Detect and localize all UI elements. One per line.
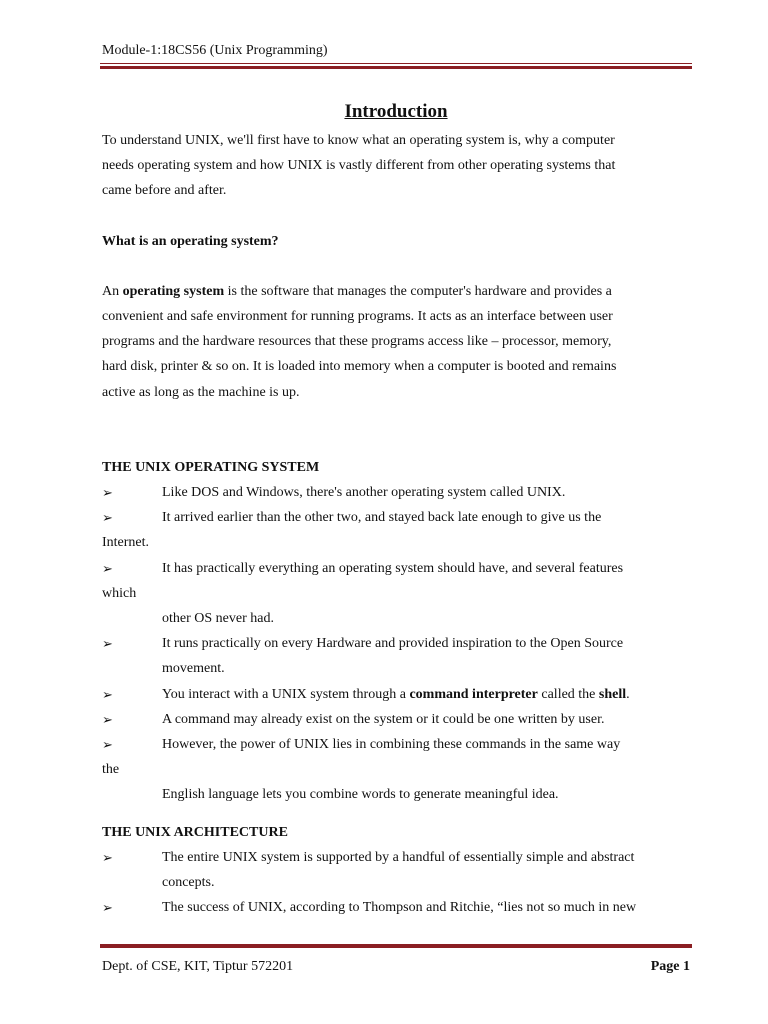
os-paragraph-line: An operating system is the software that manages the computer's hardware and provides a	[102, 283, 612, 299]
list-item: ➢ Like DOS and Windows, there's another operating system called UNIX.	[102, 480, 690, 505]
arrow-bullet-icon: ➢	[102, 510, 113, 526]
footer-rule	[100, 942, 692, 948]
page-title: Introduction	[344, 101, 448, 122]
page-body	[102, 98, 690, 920]
list-item: ➢ It has practically everything an operating system should have, and several features	[102, 556, 690, 581]
list-item-wrap: which	[102, 585, 137, 601]
arrow-bullet-icon: ➢	[102, 849, 113, 865]
os-paragraph-line: programs and the hardware resources that these programs access like – processor, memory,	[102, 334, 612, 350]
list-item: ➢ However, the power of UNIX lies in combining these commands in the same way	[102, 732, 690, 757]
arrow-bullet-icon: ➢	[102, 737, 113, 753]
intro-line: To understand UNIX, we'll first have to know what an operating system is, why a computer	[102, 133, 615, 148]
header-rule	[100, 63, 692, 69]
list-item: ➢ The success of UNIX, according to Thompson and Ritchie, “lies not so much in new	[102, 895, 690, 920]
os-paragraph-line: convenient and safe environment for running programs. It acts as an interface between user	[102, 309, 613, 325]
arrow-bullet-icon: ➢	[102, 636, 113, 652]
list-item: ➢ You interact with a UNIX system through a command interpreter called the shell.	[102, 682, 690, 707]
arrow-bullet-icon: ➢	[102, 485, 113, 501]
unix-arch-heading: THE UNIX ARCHITECTURE	[102, 824, 288, 840]
list-item: ➢ A command may already exist on the system or it could be one written by user.	[102, 707, 690, 732]
page-header: Module-1:18CS56 (Unix Programming)	[102, 43, 328, 58]
term-command-interpreter: command interpreter	[409, 686, 538, 702]
list-item-continuation: English language lets you combine words to generate meaningful idea.	[162, 787, 559, 803]
list-item-wrap: Internet.	[102, 535, 150, 551]
os-paragraph-line: active as long as the machine is up.	[102, 384, 300, 400]
os-paragraph-line: hard disk, printer & so on. It is loaded into memory when a computer is booted and remains	[102, 359, 617, 375]
list-item: ➢ It arrived earlier than the other two, and stayed back late enough to give us the	[102, 505, 690, 530]
footer-department: Dept. of CSE, KIT, Tiptur 572201	[102, 959, 294, 974]
unix-os-heading: THE UNIX OPERATING SYSTEM	[102, 459, 320, 475]
list-item-wrap: the	[102, 762, 120, 778]
page-number: Page 1	[650, 959, 690, 974]
list-item: ➢ The entire UNIX system is supported by a handful of essentially simple and abstract	[102, 845, 690, 870]
os-term: operating system	[122, 283, 225, 299]
intro-line: came before and after.	[102, 183, 227, 199]
list-item: ➢ It runs practically on every Hardware and provided inspiration to the Open Source	[102, 631, 690, 656]
intro-line: needs operating system and how UNIX is vastly different from other operating systems that	[102, 158, 616, 174]
os-question-heading: What is an operating system?	[102, 233, 279, 249]
arrow-bullet-icon: ➢	[102, 711, 113, 727]
arrow-bullet-icon: ➢	[102, 900, 113, 916]
term-shell: shell	[598, 686, 627, 702]
list-item-continuation: concepts.	[162, 875, 215, 891]
list-item-continuation: movement.	[162, 661, 225, 677]
list-item-continuation: other OS never had.	[162, 611, 274, 627]
arrow-bullet-icon: ➢	[102, 560, 113, 576]
arrow-bullet-icon: ➢	[102, 686, 113, 702]
